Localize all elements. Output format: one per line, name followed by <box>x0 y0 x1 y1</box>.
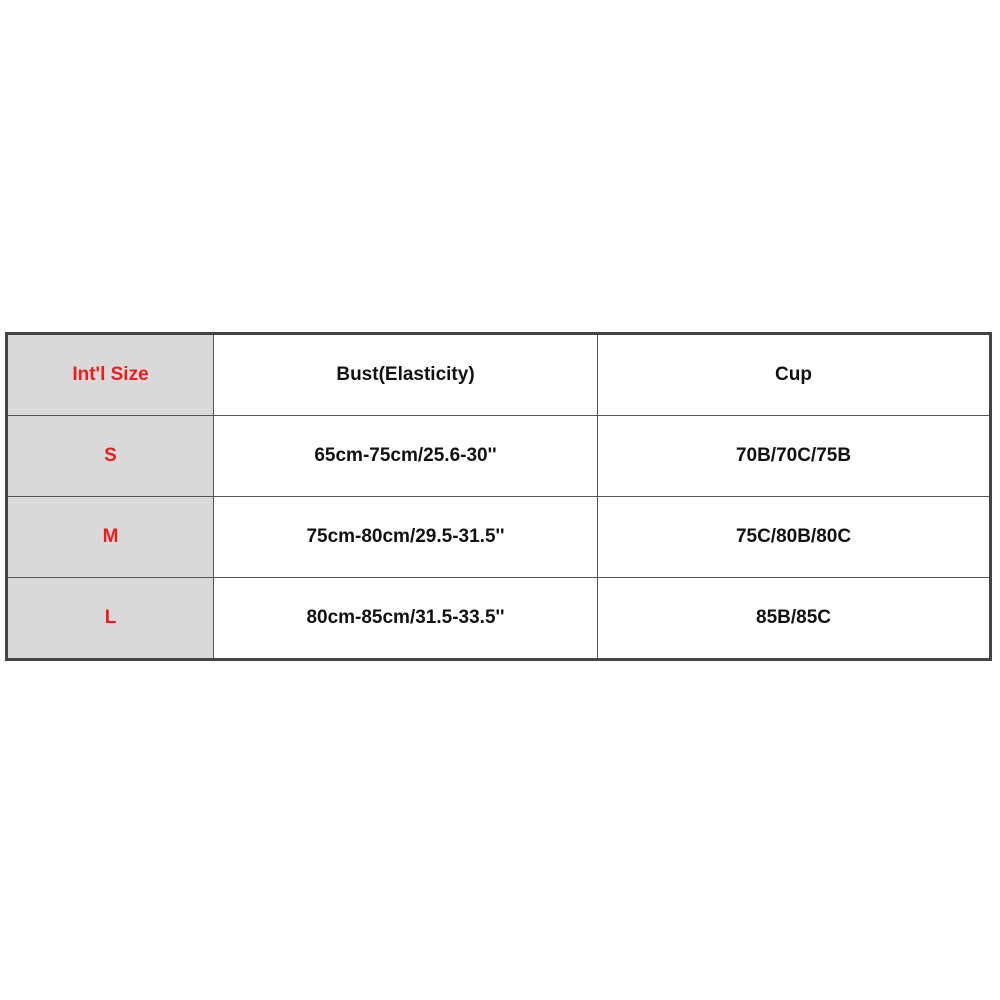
row-size-cell: M <box>7 497 214 578</box>
header-size: Int'l Size <box>7 334 214 416</box>
table-row <box>7 416 991 497</box>
table-row <box>7 578 991 660</box>
row-cup-cell: 75C/80B/80C <box>598 497 991 578</box>
row-cup-cell: 70B/70C/75B <box>598 416 991 497</box>
header-cup: Cup <box>598 334 991 416</box>
row-size-cell: L <box>7 578 214 660</box>
table-row <box>7 497 991 578</box>
row-cup-cell: 85B/85C <box>598 578 991 660</box>
row-bust-cell: 80cm-85cm/31.5-33.5'' <box>214 578 598 660</box>
row-bust-cell: 65cm-75cm/25.6-30'' <box>214 416 598 497</box>
size-chart-table <box>5 332 992 661</box>
row-size-cell: S <box>7 416 214 497</box>
row-bust-cell: 75cm-80cm/29.5-31.5'' <box>214 497 598 578</box>
header-bust: Bust(Elasticity) <box>214 334 598 416</box>
table-header-row <box>7 334 991 416</box>
